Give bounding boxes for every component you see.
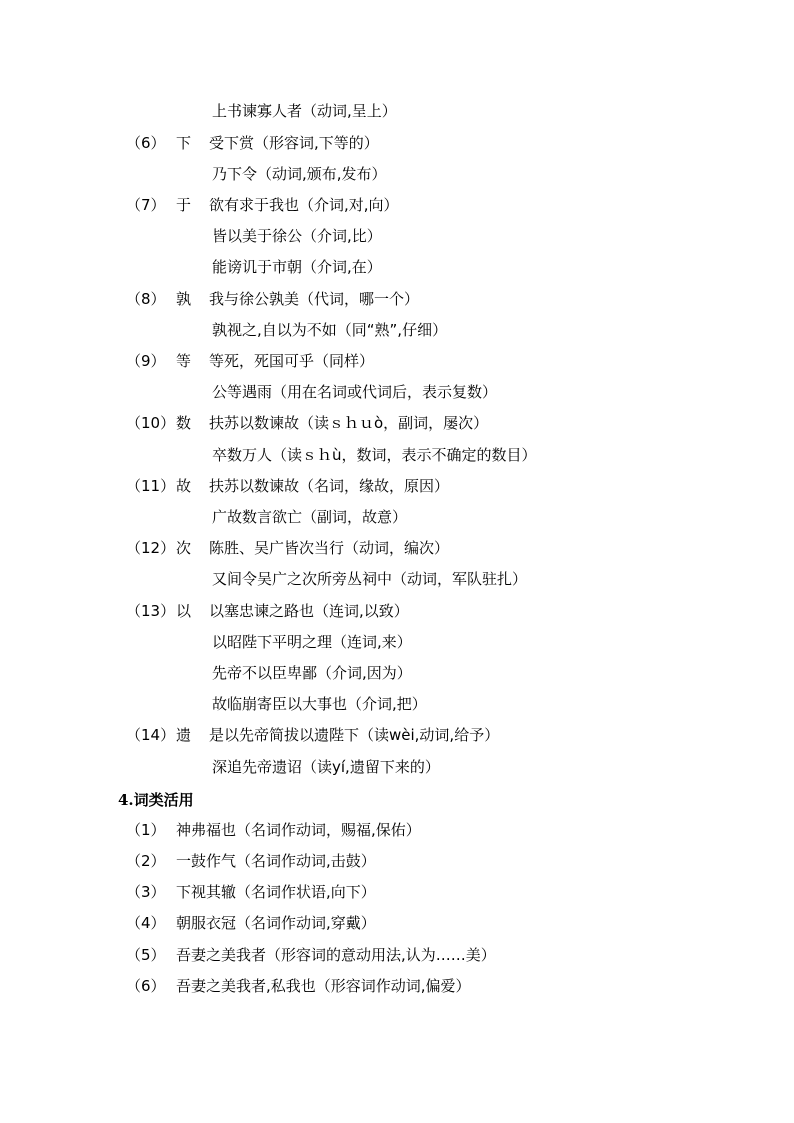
- example-text: 又间令吴广之次所旁丛祠中（动词，军队驻扎）: [212, 570, 528, 588]
- example-text: 欲有求于我也（介词,对,向）: [209, 196, 399, 214]
- entry-number: （6）: [126, 134, 166, 152]
- entry-number: （12）: [126, 539, 176, 557]
- entry-number: （11）: [126, 477, 176, 495]
- entry-character: 下: [176, 134, 192, 152]
- item-text: 吾妻之美我者（形容词的意动用法,认为……美）: [176, 946, 496, 964]
- example-text: 故临崩寄臣以大事也（介词,把）: [212, 695, 427, 713]
- example-text: 陈胜、吴广皆次当行（动词，编次）: [209, 539, 450, 557]
- example-text: 广故数言欲亡（副词，故意）: [212, 508, 408, 526]
- example-text: 卒数万人（读ｓｈù，数词，表示不确定的数目）: [212, 446, 537, 464]
- text-line: [212, 663, 412, 683]
- example-text: 乃下令（动词,颁布,发布）: [212, 165, 387, 183]
- entry-character: 于: [176, 196, 192, 214]
- example-text: 扶苏以数谏故（名词，缘故，原因）: [209, 477, 450, 495]
- example-text: 受下赏（形容词,下等的）: [209, 134, 379, 152]
- item-number: （6）: [126, 977, 166, 995]
- item-text: 一鼓作气（名词作动词,击鼓）: [176, 852, 376, 870]
- item-number: （2）: [126, 852, 166, 870]
- entry-character: 等: [176, 352, 192, 370]
- entry-character: 孰: [176, 290, 192, 308]
- text-line: [212, 382, 497, 402]
- entry-number: （8）: [126, 290, 166, 308]
- item-number: （1）: [126, 821, 166, 839]
- example-text: 孰视之,自以为不如（同“熟”,仔细）: [212, 321, 448, 339]
- example-text: 公等遇雨（用在名词或代词后，表示复数）: [212, 383, 498, 401]
- entry-number: （7）: [126, 196, 166, 214]
- entry-number: （9）: [126, 352, 166, 370]
- item-text: 吾妻之美我者,私我也（形容词作动词,偏爱）: [176, 977, 471, 995]
- example-text: 我与徐公孰美（代词，哪一个）: [209, 290, 420, 308]
- text-line: [212, 164, 387, 184]
- item-text: 下视其辙（名词作状语,向下）: [176, 883, 376, 901]
- text-line: [212, 507, 407, 527]
- text-line: [212, 569, 527, 589]
- example-text: 先帝不以臣卑鄙（介词,因为）: [212, 664, 412, 682]
- text-line: [212, 226, 382, 246]
- example-text: 等死，死国可乎（同样）: [209, 352, 375, 370]
- example-text: 深追先帝遗诏（读yí,遗留下来的）: [212, 758, 440, 776]
- item-text: 朝服衣冠（名词作动词,穿戴）: [176, 914, 376, 932]
- section-heading: 4.词类活用: [118, 791, 194, 809]
- entry-number: （14）: [126, 726, 176, 744]
- text-line: [212, 694, 427, 714]
- example-text: 是以先帝简拔以遗陛下（读wèi,动词,给予）: [209, 726, 500, 744]
- item-text: 神弗福也（名词作动词，赐福,保佑）: [176, 821, 421, 839]
- item-number: （4）: [126, 914, 166, 932]
- entry-character: 以: [176, 602, 192, 620]
- example-text: 扶苏以数谏故（读ｓｈｕò，副词，屡次）: [209, 414, 489, 432]
- entry-number: （13）: [126, 602, 176, 620]
- example-text: 皆以美于徐公（介词,比）: [212, 227, 382, 245]
- example-text: 能谤讥于市朝（介词,在）: [212, 258, 382, 276]
- text-line: [212, 101, 397, 121]
- text-line: [212, 320, 447, 340]
- entry-number: （10）: [126, 414, 176, 432]
- text-line: [212, 257, 382, 277]
- entry-character: 次: [176, 539, 192, 557]
- text-line: [212, 757, 440, 777]
- entry-character: 遗: [176, 726, 192, 744]
- text-line: [212, 632, 412, 652]
- text-line: [212, 445, 537, 465]
- entry-character: 故: [176, 477, 192, 495]
- example-text: 上书谏寡人者（动词,呈上）: [212, 102, 397, 120]
- entry-character: 数: [176, 414, 192, 432]
- example-text: 以昭陛下平明之理（连词,来）: [212, 633, 412, 651]
- example-text: 以塞忠谏之路也（连词,以致）: [209, 602, 409, 620]
- item-number: （5）: [126, 946, 166, 964]
- item-number: （3）: [126, 883, 166, 901]
